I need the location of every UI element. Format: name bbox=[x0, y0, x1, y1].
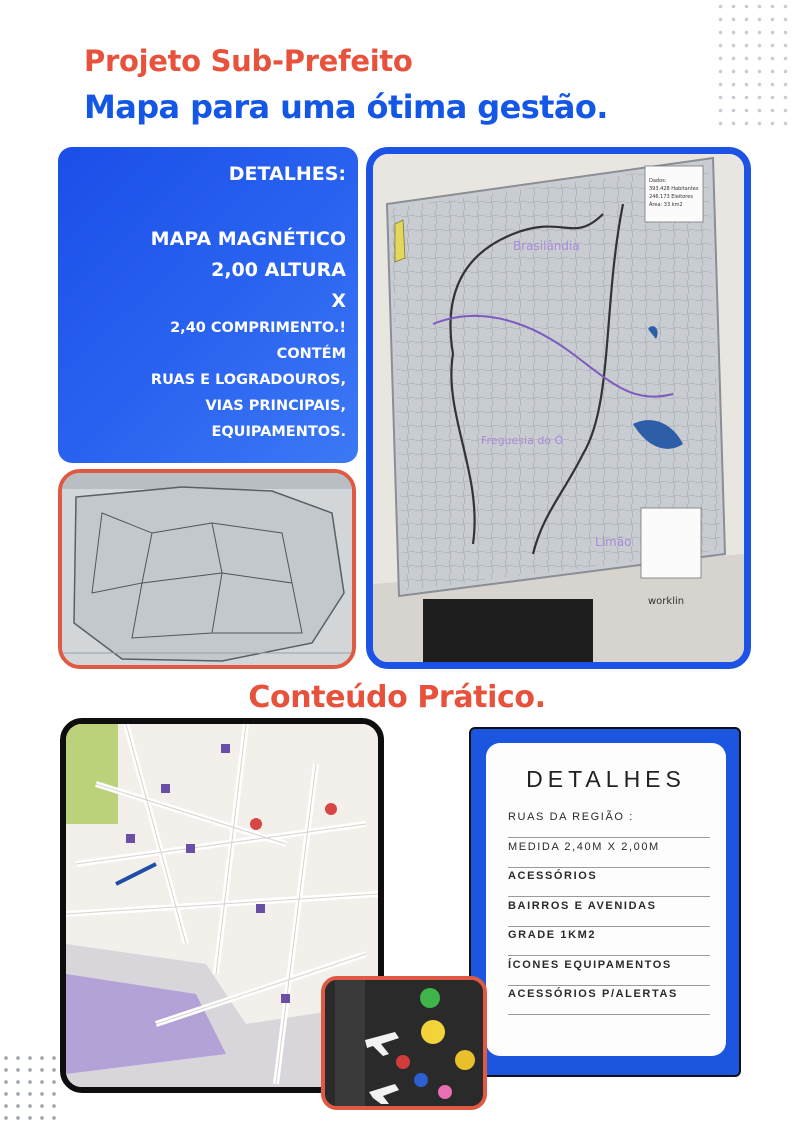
label-workline: worklin bbox=[648, 596, 685, 607]
wall-map-photo bbox=[366, 147, 751, 669]
details-panel-title: DETALHES: bbox=[228, 163, 346, 185]
details-line-contains: CONTÉM bbox=[276, 346, 346, 362]
district-map-illustration bbox=[62, 473, 352, 665]
page-title-line1: Projeto Sub-Prefeito bbox=[84, 44, 413, 78]
card-item-grid: GRADE 1KM2 bbox=[508, 927, 710, 956]
label-brasilandia: Brasilândia bbox=[513, 239, 580, 253]
accessories-photo bbox=[321, 976, 487, 1110]
details-line-equipment: EQUIPAMENTOS. bbox=[211, 424, 346, 440]
dot-grid-top-right bbox=[714, 0, 794, 132]
details-card-title: DETALHES bbox=[526, 766, 686, 792]
details-panel bbox=[58, 147, 358, 463]
details-line-streets: RUAS E LOGRADOUROS, bbox=[150, 372, 346, 388]
info-line1: Dados: bbox=[649, 178, 667, 184]
details-line-x: X bbox=[331, 290, 346, 312]
card-item-alerts: ACESSÓRIOS P/ALERTAS bbox=[508, 986, 710, 1015]
district-map-photo bbox=[58, 469, 356, 669]
info-line4: Área: 33 km2 bbox=[649, 202, 683, 208]
info-line3: 246.173 Eleitores bbox=[649, 194, 693, 200]
card-item-size: MEDIDA 2,40M X 2,00M bbox=[508, 839, 710, 868]
accessories-illustration bbox=[325, 980, 483, 1106]
details-line-length: 2,40 COMPRIMENTO.! bbox=[170, 320, 346, 336]
label-freguesia: Freguesia do Ó bbox=[481, 434, 564, 447]
dot-grid-bottom-left bbox=[0, 1052, 62, 1120]
section-heading: Conteúdo Prático. bbox=[248, 680, 546, 715]
page-title-line2: Mapa para uma ótima gestão. bbox=[84, 88, 608, 126]
card-item-streets: RUAS DA REGIÃO : bbox=[508, 809, 710, 838]
details-line-roads: VIAS PRINCIPAIS, bbox=[205, 398, 346, 414]
card-item-neighborhoods: BAIRROS E AVENIDAS bbox=[508, 898, 710, 927]
label-limao: Limão bbox=[595, 535, 632, 549]
wall-map-illustration bbox=[373, 154, 744, 662]
details-line-height: 2,00 ALTURA bbox=[211, 259, 346, 281]
details-line-magnetic: MAPA MAGNÉTICO bbox=[150, 228, 346, 250]
info-line2: 393.428 Habitantes bbox=[649, 186, 699, 192]
card-item-icons: ÍCONES EQUIPAMENTOS bbox=[508, 957, 710, 986]
card-item-accessories: ACESSÓRIOS bbox=[508, 868, 710, 897]
